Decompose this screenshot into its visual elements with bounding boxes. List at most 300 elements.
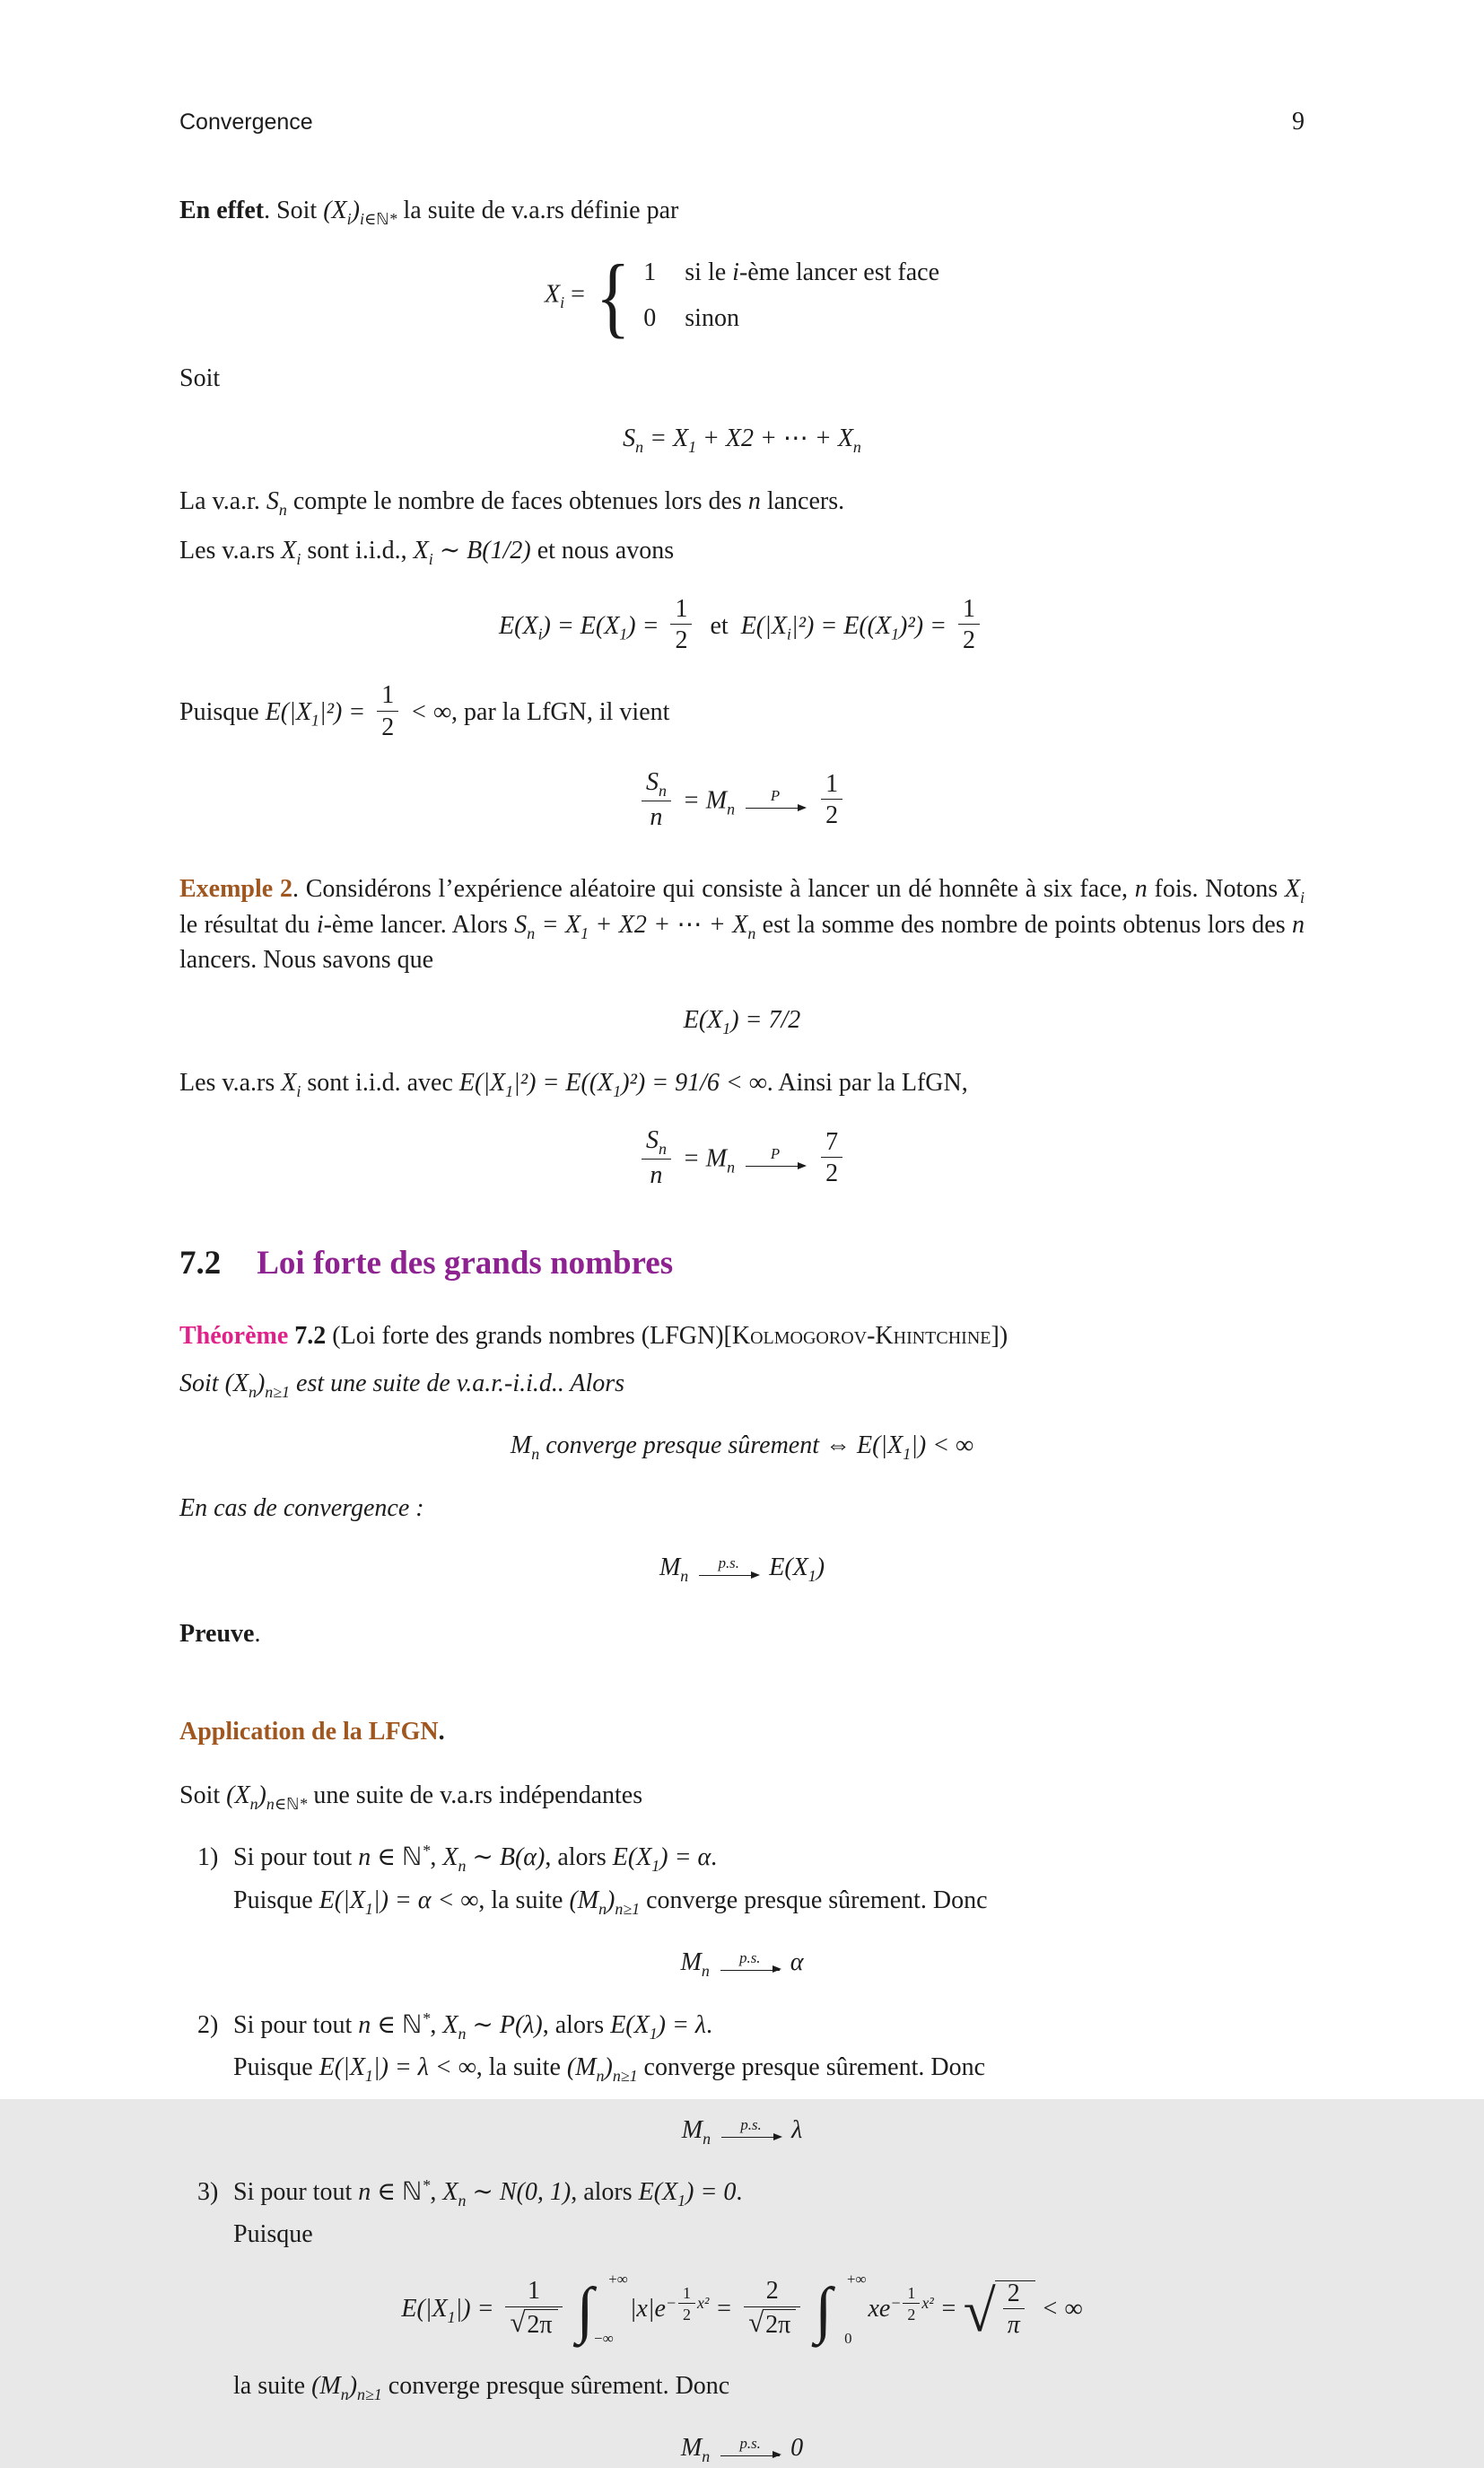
page-header: [179, 106, 1305, 139]
text-run: converge presque sûrement. Donc: [637, 2053, 986, 2082]
text-run: 2π: [527, 2310, 553, 2339]
denominator: [821, 1157, 842, 1187]
convergence-arrow: [720, 1948, 780, 1971]
text-run: Les v.a.rs: [179, 537, 282, 565]
text-run: |²) =: [319, 698, 372, 727]
text-run: Preuve: [179, 1619, 255, 1648]
text-run: ): [607, 1886, 615, 1914]
case-condition: [685, 257, 939, 290]
equation-sn-n-7-2: [179, 1126, 1305, 1192]
text-run: une suite de v.a.rs indépendantes: [307, 1781, 643, 1809]
subscript: n: [531, 1444, 540, 1463]
text-run: , la suite: [476, 2053, 567, 2082]
text-run: Soit: [179, 1369, 225, 1397]
subscript: n: [701, 1961, 710, 1980]
subscript: n: [596, 2066, 605, 2085]
text-run: S: [623, 424, 636, 453]
text-run: 1: [683, 2283, 691, 2302]
text-run: 2: [675, 626, 688, 654]
subscript: n≥1: [265, 1382, 291, 1401]
text-run: (X: [323, 196, 347, 224]
text-run: Les v.a.rs: [179, 1068, 282, 1097]
subscript: i: [428, 549, 433, 568]
superscript: *: [422, 2176, 431, 2195]
convergence-arrow: [746, 789, 805, 809]
square-root: [510, 2306, 557, 2340]
text-run: sont i.i.d. avec: [301, 1068, 459, 1097]
subscript: n: [680, 1567, 689, 1586]
denominator: [505, 2306, 562, 2340]
list-item-3-cont: [179, 2370, 1305, 2405]
text-run: X: [442, 2010, 458, 2039]
subscript: 1: [891, 625, 900, 643]
equation-sn-sum: [179, 423, 1305, 458]
cases-row: [643, 257, 939, 290]
text-run: M: [681, 2115, 703, 2144]
text-run: .: [736, 2178, 743, 2206]
text-run: ⇔: [825, 1431, 851, 1460]
text-run: Théorème: [179, 1321, 289, 1350]
denominator: [958, 624, 980, 654]
case-value: [643, 302, 661, 336]
text-run: X: [281, 1068, 297, 1097]
text-run: (M: [569, 1886, 599, 1914]
text-run: .: [706, 2010, 713, 2039]
text-run: 2: [825, 801, 839, 830]
denominator: [642, 801, 671, 831]
equation-e-x1-7-2: [179, 1004, 1305, 1039]
text-run: le résultat du: [179, 910, 317, 939]
text-run: En cas de convergence :: [179, 1493, 424, 1522]
paragraph-soit: [179, 363, 1305, 396]
subscript: i∈ℕ*: [359, 209, 397, 228]
text-run: 2: [1007, 2279, 1020, 2307]
text-run: Puisque: [179, 698, 266, 727]
text-run: E(|X: [740, 611, 787, 640]
superscript: *: [422, 2009, 431, 2027]
fraction: [821, 770, 842, 830]
paragraph-theoreme-7-2: [179, 1320, 1305, 1353]
subscript: 1: [903, 1444, 912, 1463]
text-run: ∼ N(0, 1): [466, 2178, 572, 2206]
text-run: E(|X: [851, 1431, 903, 1460]
text-run: x²: [921, 2293, 934, 2312]
text-run: compte le nombre de faces obtenues lors des: [286, 486, 748, 515]
text-run: i: [316, 910, 324, 939]
text-run: . Considérons l’expérience aléatoire qui consiste à lancer un dé honnête à six face,: [292, 875, 1135, 904]
text-run: converge presque sûrement. Donc: [640, 1886, 988, 1914]
square-root: [963, 2279, 1035, 2345]
text-run: . Ainsi par la LfGN,: [766, 1068, 968, 1097]
text-run: et nous avons: [530, 537, 675, 565]
text-run: X: [413, 537, 429, 565]
text-run: x²: [697, 2293, 710, 2312]
subscript: n: [458, 2024, 467, 2043]
numerator: [377, 681, 398, 710]
subscript: n: [727, 800, 736, 818]
numerator: [505, 2277, 562, 2306]
paragraph-sn-compte: [179, 486, 1305, 521]
subscript: 1: [581, 923, 589, 942]
text-run: =: [564, 280, 591, 309]
equation-sn-n-half: [179, 768, 1305, 834]
text-run: ) = λ: [657, 2010, 707, 2039]
text-run: E(|X: [319, 2053, 365, 2082]
subscript: n: [703, 2129, 711, 2148]
arrow-shaft: [746, 808, 805, 809]
subscript: n≥1: [615, 1899, 641, 1918]
text-run: ): [351, 196, 360, 224]
subscript: n: [458, 1857, 467, 1876]
text-run: ∼ B(α): [466, 1843, 546, 1872]
subscript: n: [527, 923, 536, 942]
text-run: X: [442, 1843, 458, 1872]
arrow-shaft: [699, 1575, 758, 1576]
equation-mn-ps-0: [179, 2432, 1305, 2467]
text-run: ,: [430, 2178, 443, 2206]
fraction: [642, 1126, 671, 1189]
radical-sign: √: [963, 2279, 996, 2345]
text-run: est une suite de v.a.r.-i.i.d.. Alors: [290, 1369, 625, 1397]
text-run: ): [256, 1369, 266, 1397]
subscript: n: [458, 2191, 467, 2210]
text-run: Puisque: [233, 1886, 319, 1914]
text-run: |²) = E((X: [513, 1068, 614, 1097]
subscript: i: [346, 209, 352, 228]
list-item-2: [179, 2009, 1305, 2044]
text-run: (Loi forte des grands nombres (LFGN)[: [332, 1321, 732, 1350]
text-run: ,: [430, 2010, 443, 2039]
numerator: [903, 2284, 920, 2303]
fraction: [1003, 2280, 1025, 2340]
subscript: 1: [310, 711, 319, 730]
subscript: i: [537, 625, 543, 643]
fraction: [505, 2277, 562, 2340]
text-run: 2: [381, 713, 395, 741]
fraction: [744, 2277, 800, 2340]
fraction: [821, 1128, 842, 1188]
arrow-label: p.s.: [739, 2434, 761, 2452]
paragraph-vars-iid-91-6: [179, 1067, 1305, 1102]
text-run: Exemple 2: [179, 875, 292, 904]
text-run: ∫: [815, 2276, 833, 2346]
subscript: n: [249, 1794, 258, 1813]
integral-upper-limit: +∞: [608, 2271, 628, 2289]
text-run: si le: [685, 258, 733, 287]
text-run: 2: [765, 2277, 779, 2306]
text-run: Si pour tout: [233, 1843, 359, 1872]
text-run: .: [438, 1717, 445, 1746]
text-run: < ∞: [1034, 2295, 1083, 2324]
text-run: n: [650, 802, 663, 831]
text-run: ) = E(X: [542, 611, 620, 640]
text-run: −: [665, 2293, 677, 2312]
subscript: n: [278, 500, 287, 519]
text-run: = X: [535, 910, 581, 939]
subscript: 1: [677, 2191, 686, 2210]
text-run: |x|e: [629, 2295, 666, 2324]
text-run: X: [1284, 875, 1301, 904]
text-run: = M: [676, 786, 728, 815]
subscript: 1: [447, 2308, 456, 2327]
equation-mn-ps-lambda: [179, 2114, 1305, 2149]
text-run: )²) =: [899, 611, 953, 640]
list-number: 2): [197, 2010, 219, 2039]
subscript: i: [560, 293, 565, 312]
text-run: sont i.i.d.,: [301, 537, 414, 565]
text-run: (M: [311, 2371, 341, 2400]
arrow-label: P: [770, 1145, 781, 1163]
text-run: Soit: [179, 1781, 227, 1809]
text-run: + X2 + ⋯ + X: [589, 910, 748, 939]
denominator: [670, 624, 692, 654]
equation-xi-cases: [179, 246, 1305, 347]
text-run: M: [510, 1431, 532, 1460]
arrow-shaft: [720, 2455, 780, 2456]
integral-upper-limit: +∞: [847, 2271, 867, 2289]
text-run: 2: [825, 1160, 839, 1188]
subscript: 1: [807, 1567, 816, 1586]
text-run: La v.a.r.: [179, 486, 266, 515]
subscript: 1: [722, 1019, 731, 1037]
radicand: [995, 2280, 1035, 2342]
text-run: ,: [430, 1843, 443, 1872]
text-run: ]): [991, 1321, 1008, 1350]
equation-mn-ps-alpha: [179, 1947, 1305, 1982]
arrow-shaft: [746, 1166, 805, 1167]
text-run: converge presque sûrement. Donc: [381, 2371, 730, 2400]
text-run: la suite de v.a.rs définie par: [397, 196, 679, 224]
text-run: X: [442, 2178, 458, 2206]
numerator: [678, 2284, 695, 2303]
text-run: =: [709, 2295, 739, 2324]
convergence-arrow: [699, 1556, 758, 1576]
subscript: n: [658, 1139, 667, 1158]
list-item-1: [179, 1842, 1305, 1877]
text-run: Kolmogorov-Khintchine: [731, 1321, 991, 1350]
text-run: |²) = E((X: [790, 611, 892, 640]
text-run: , la suite: [478, 1886, 570, 1914]
subscript: 1: [364, 1899, 373, 1918]
text-run: |) = α < ∞: [372, 1886, 479, 1914]
radicand: [763, 2309, 796, 2340]
subscript: 1: [619, 625, 628, 643]
denominator: [744, 2306, 800, 2340]
text-run: 2: [907, 2305, 916, 2324]
fraction: [642, 768, 671, 831]
subscript: n: [598, 1899, 607, 1918]
text-run: E(|X: [458, 1068, 506, 1097]
fraction: [377, 681, 398, 741]
denominator: [377, 711, 398, 741]
text-run: S: [645, 1126, 659, 1155]
numerator: [642, 768, 671, 801]
subscript: 1: [651, 1857, 660, 1876]
text-run: |) = λ < ∞: [372, 2053, 476, 2082]
text-run: E(X: [612, 1843, 652, 1872]
text-run: .: [254, 1619, 261, 1648]
text-run: |) < ∞: [911, 1431, 974, 1460]
paragraph-soit-xn: [179, 1780, 1305, 1815]
text-run: 1: [643, 258, 657, 287]
arrow-shaft: [720, 1970, 780, 1971]
text-run: ): [816, 1553, 825, 1582]
running-title: Convergence: [179, 109, 313, 135]
arrow-label: p.s.: [740, 2116, 762, 2134]
equation-expectations: [179, 594, 1305, 658]
radical-sign: √: [510, 2306, 526, 2338]
subscript: 1: [505, 1081, 514, 1100]
subscript: 1: [364, 2066, 373, 2085]
paragraph-en-effet: [179, 195, 1305, 230]
paragraph-preuve: [179, 1618, 1305, 1651]
subscript: i: [296, 1081, 301, 1100]
text-run: fois. Notons: [1147, 875, 1285, 904]
text-run: et: [697, 611, 741, 640]
text-run: ) = α: [659, 1843, 711, 1872]
text-run: ) = 0: [685, 2178, 737, 2206]
text-run: , alors: [542, 2010, 611, 2039]
radical-sign: √: [748, 2306, 764, 2338]
numerator: [958, 595, 980, 624]
equation-integral: [179, 2271, 1305, 2347]
paragraph-application-lfgn: [179, 1716, 1305, 1749]
list-number: 1): [197, 1843, 219, 1872]
numerator: [821, 1128, 842, 1157]
text-run: sinon: [685, 304, 739, 333]
text-run: E(|X: [401, 2295, 448, 2324]
text-run: Si pour tout: [233, 2010, 359, 2039]
text-run: n: [1134, 875, 1148, 904]
text-run: 1: [675, 594, 688, 623]
integral-sign: [576, 2271, 628, 2347]
text-run: = M: [676, 1144, 728, 1173]
paragraph-puisque-lfgn: [179, 681, 1305, 744]
convergence-arrow: [721, 2118, 781, 2138]
text-run: )²) = 91/6 < ∞: [621, 1068, 767, 1097]
text-run: Soit: [179, 364, 221, 393]
text-run: S: [266, 486, 279, 515]
paragraph-vars-iid: [179, 535, 1305, 570]
superscript: *: [422, 1842, 431, 1860]
text-run: S: [514, 910, 528, 939]
text-run: Loi forte des grands nombres: [257, 1245, 674, 1282]
text-run: -ème lancer est face: [738, 258, 939, 287]
text-run: 0: [643, 304, 657, 333]
equation-converge-iff: [179, 1430, 1305, 1465]
subscript: n∈ℕ*: [266, 1794, 308, 1813]
text-run: ): [258, 1781, 266, 1809]
text-run: , alors: [545, 1843, 613, 1872]
superscript: [666, 2284, 709, 2324]
text-run: 1: [527, 2277, 540, 2306]
paragraph-en-cas: [179, 1492, 1305, 1526]
text-run: ): [604, 2053, 613, 2082]
text-run: est la somme des nombre de points obtenus lors des: [755, 910, 1293, 939]
denominator: [903, 2303, 920, 2324]
text-run: M: [659, 1553, 681, 1582]
text-run: < ∞: [404, 698, 452, 727]
text-run: =: [933, 2295, 964, 2324]
subscript: n: [852, 438, 861, 457]
text-run: 1: [825, 769, 839, 798]
cases-row: [643, 302, 939, 336]
arrow-label: p.s.: [718, 1554, 739, 1572]
text-run: (X: [224, 1369, 249, 1397]
text-run: (X: [226, 1781, 250, 1809]
text-run: n: [1292, 910, 1305, 939]
text-run: + X2 + ⋯ + X: [696, 424, 853, 453]
text-run: |) =: [455, 2295, 501, 2324]
cases-brace: {: [595, 246, 631, 347]
integral-lower-limit: 0: [844, 2329, 852, 2347]
text-run: 7.2: [288, 1321, 333, 1350]
text-run: ∫: [576, 2276, 594, 2346]
paragraph-theoreme-body: [179, 1368, 1305, 1403]
fraction: [958, 595, 980, 655]
page-number: 9: [1292, 108, 1305, 136]
text-run: = X: [643, 424, 689, 453]
numerator: [1003, 2280, 1025, 2308]
text-run: E(X: [769, 1553, 808, 1582]
text-run: lancers. Nous savons que: [179, 946, 434, 975]
text-run: , alors: [571, 2178, 639, 2206]
text-run: α: [790, 1948, 804, 1977]
denominator: [642, 1159, 671, 1189]
text-run: Puisque: [233, 2220, 313, 2249]
text-run: X: [281, 537, 297, 565]
cases-construct: [591, 246, 939, 347]
numerator: [670, 595, 692, 624]
radicand: [524, 2309, 557, 2340]
cases-rows: [643, 257, 939, 336]
subscript: i: [1300, 888, 1305, 907]
text-run: ) = 7/2: [730, 1006, 801, 1035]
denominator: [678, 2303, 695, 2324]
text-run: 1: [907, 2283, 916, 2302]
text-run: π: [1007, 2311, 1020, 2340]
subscript: n: [635, 438, 644, 457]
subscript: 1: [688, 438, 697, 457]
text-run: i: [732, 258, 739, 287]
text-run: 1: [381, 681, 395, 710]
text-run: -ème lancer. Alors: [323, 910, 515, 939]
document-body: [179, 195, 1305, 2468]
subscript: n: [702, 2447, 711, 2466]
list-number: 3): [197, 2178, 219, 2206]
arrow-label: p.s.: [739, 1948, 761, 1966]
text-run: E(X: [683, 1006, 723, 1035]
subscript: n: [658, 781, 667, 800]
text-run: n ∈ ℕ: [358, 2010, 423, 2039]
subscript: n: [340, 2385, 349, 2403]
denominator: [1003, 2308, 1025, 2339]
text-run: 7.2: [179, 1245, 222, 1282]
convergence-arrow: [720, 2434, 780, 2456]
text-run: 2π: [765, 2310, 791, 2339]
text-run: , par la LfGN, il vient: [451, 698, 670, 727]
list-item-2-cont: [179, 2052, 1305, 2087]
text-run: Application de la LFGN: [179, 1717, 439, 1746]
fraction: [670, 595, 692, 655]
list-item-1-cont: [179, 1885, 1305, 1920]
list-item-3: [179, 2176, 1305, 2211]
convergence-arrow: [746, 1147, 805, 1167]
text-run: n: [650, 1160, 663, 1189]
numerator: [642, 1126, 671, 1159]
fraction: [678, 2284, 695, 2324]
text-run: E(|X: [265, 698, 311, 727]
